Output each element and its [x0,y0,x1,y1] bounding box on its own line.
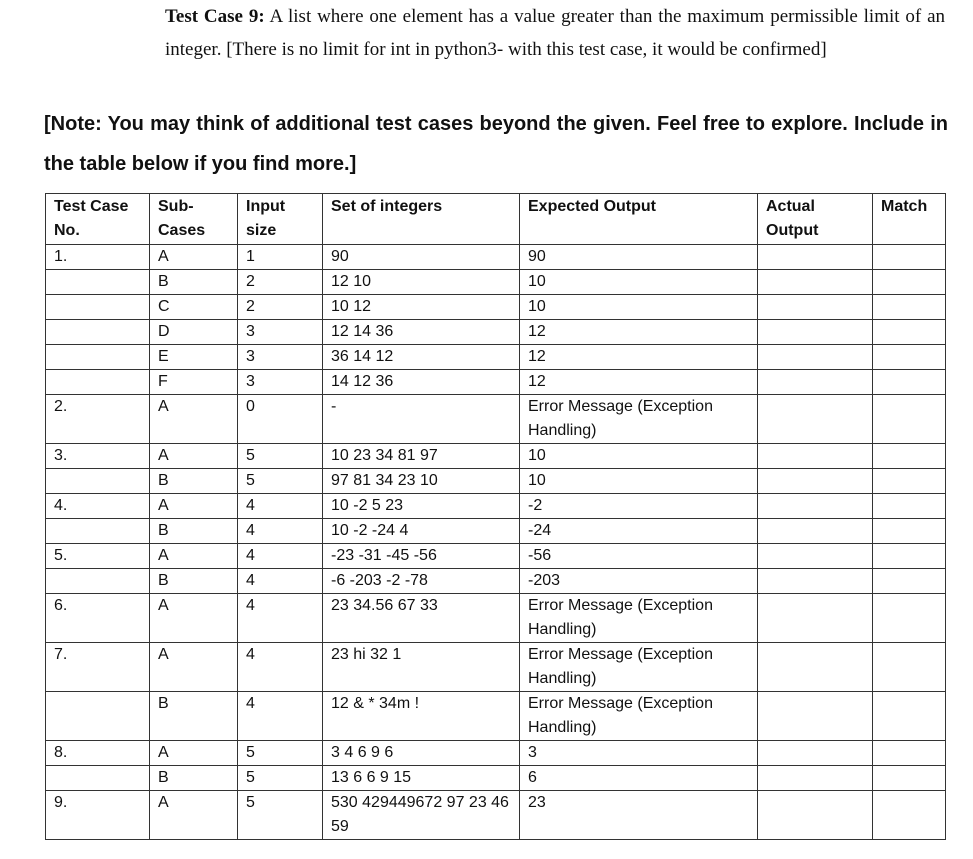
cell-test-case-no [46,692,150,741]
cell-input-size: 5 [238,469,323,494]
cell-test-case-no [46,469,150,494]
cell-input-size: 3 [238,370,323,395]
cell-match [873,594,946,643]
cell-set-of-integers: 10 -2 -24 4 [323,519,520,544]
table-row [46,444,946,469]
cell-set-of-integers: 530 429449672 97 23 46 59 [323,791,520,840]
cell-expected-output: Error Message (Exception Handling) [520,692,758,741]
cell-match [873,444,946,469]
cell-set-of-integers: -6 -203 -2 -78 [323,569,520,594]
cell-input-size: 2 [238,270,323,295]
table-header-row [46,194,946,245]
cell-sub-case: B [150,519,238,544]
cell-input-size: 5 [238,791,323,840]
cell-input-size: 5 [238,766,323,791]
cell-sub-case: C [150,295,238,320]
cell-match [873,741,946,766]
cell-sub-case: F [150,370,238,395]
cell-input-size: 4 [238,692,323,741]
cell-match [873,519,946,544]
cell-actual-output [758,494,873,519]
header-input-size: Input size [238,194,323,245]
cell-actual-output [758,741,873,766]
cell-expected-output: 10 [520,270,758,295]
cell-input-size: 3 [238,345,323,370]
cell-set-of-integers: 3 4 6 9 6 [323,741,520,766]
cell-expected-output: 12 [520,345,758,370]
cell-test-case-no: 9. [46,791,150,840]
cell-test-case-no [46,345,150,370]
header-actual-output: Actual Output [758,194,873,245]
cell-input-size: 3 [238,320,323,345]
cell-test-case-no [46,569,150,594]
cell-input-size: 2 [238,295,323,320]
cell-match [873,494,946,519]
cell-match [873,270,946,295]
cell-test-case-no: 6. [46,594,150,643]
cell-expected-output: -56 [520,544,758,569]
cell-actual-output [758,295,873,320]
cell-set-of-integers: 12 10 [323,270,520,295]
cell-match [873,469,946,494]
cell-test-case-no: 5. [46,544,150,569]
table-row [46,544,946,569]
cell-input-size: 0 [238,395,323,444]
cell-sub-case: B [150,469,238,494]
cell-input-size: 4 [238,594,323,643]
cell-expected-output: 12 [520,320,758,345]
cell-sub-case: E [150,345,238,370]
cell-actual-output [758,345,873,370]
table-row [46,643,946,692]
cell-sub-case: B [150,569,238,594]
table-row [46,370,946,395]
table-row [46,395,946,444]
table-row [46,594,946,643]
cell-sub-case: A [150,791,238,840]
cell-test-case-no: 8. [46,741,150,766]
cell-actual-output [758,544,873,569]
test-case-9-label: Test Case 9: [165,6,265,27]
cell-match [873,643,946,692]
cell-match [873,320,946,345]
cell-test-case-no [46,370,150,395]
cell-match [873,766,946,791]
cell-match [873,370,946,395]
cell-expected-output: -203 [520,569,758,594]
header-expected-output: Expected Output [520,194,758,245]
cell-match [873,245,946,270]
cell-set-of-integers: 10 12 [323,295,520,320]
cell-test-case-no: 3. [46,444,150,469]
cell-expected-output: -24 [520,519,758,544]
cell-test-case-no [46,270,150,295]
cell-input-size: 4 [238,494,323,519]
cell-input-size: 4 [238,544,323,569]
table-row [46,791,946,840]
cell-expected-output: 90 [520,245,758,270]
cell-match [873,791,946,840]
cell-match [873,544,946,569]
cell-expected-output: 10 [520,444,758,469]
cell-expected-output: Error Message (Exception Handling) [520,594,758,643]
table-row [46,345,946,370]
cell-actual-output [758,594,873,643]
cell-set-of-integers: 36 14 12 [323,345,520,370]
cell-actual-output [758,519,873,544]
cell-set-of-integers: -23 -31 -45 -56 [323,544,520,569]
cell-test-case-no [46,295,150,320]
cell-actual-output [758,569,873,594]
cell-actual-output [758,320,873,345]
table-row [46,270,946,295]
cell-sub-case: A [150,494,238,519]
cell-sub-case: A [150,544,238,569]
cell-actual-output [758,395,873,444]
cell-actual-output [758,245,873,270]
cell-actual-output [758,692,873,741]
cell-expected-output: 10 [520,295,758,320]
cell-set-of-integers: 12 14 36 [323,320,520,345]
table-row [46,295,946,320]
cell-match [873,345,946,370]
test-case-9-text: A list where one element has a value greater than the maximum permissible limit of an integer. [There is no limit for int in python3- with this test case, it would be confirmed] [165,6,945,60]
cell-actual-output [758,370,873,395]
cell-actual-output [758,791,873,840]
cell-sub-case: A [150,444,238,469]
cell-expected-output: Error Message (Exception Handling) [520,643,758,692]
table-row [46,519,946,544]
header-test-case-no: Test Case No. [46,194,150,245]
table-row [46,320,946,345]
cell-expected-output: 6 [520,766,758,791]
cell-actual-output [758,469,873,494]
cell-input-size: 5 [238,741,323,766]
table-row [46,569,946,594]
table-row [46,741,946,766]
table-row [46,692,946,741]
cell-input-size: 1 [238,245,323,270]
cell-test-case-no: 7. [46,643,150,692]
cell-test-case-no [46,320,150,345]
table-row [46,766,946,791]
note-paragraph: [Note: You may think of additional test cases beyond the given. Feel free to explore. Include in the table below if you find more.] [44,113,948,175]
test-case-table [45,193,946,840]
header-match: Match [873,194,946,245]
cell-sub-case: A [150,395,238,444]
cell-set-of-integers: 10 23 34 81 97 [323,444,520,469]
cell-match [873,569,946,594]
header-set-of-integers: Set of integers [323,194,520,245]
table-row [46,245,946,270]
cell-set-of-integers: 14 12 36 [323,370,520,395]
cell-set-of-integers: 23 hi 32 1 [323,643,520,692]
cell-set-of-integers: 12 & * 34m ! [323,692,520,741]
cell-input-size: 4 [238,643,323,692]
table-row [46,494,946,519]
cell-sub-case: A [150,741,238,766]
cell-set-of-integers: 23 34.56 67 33 [323,594,520,643]
cell-test-case-no [46,519,150,544]
cell-set-of-integers: 10 -2 5 23 [323,494,520,519]
cell-sub-case: B [150,270,238,295]
cell-set-of-integers: 13 6 6 9 15 [323,766,520,791]
cell-input-size: 5 [238,444,323,469]
cell-actual-output [758,444,873,469]
cell-sub-case: D [150,320,238,345]
cell-test-case-no: 4. [46,494,150,519]
cell-sub-case: A [150,245,238,270]
cell-sub-case: A [150,643,238,692]
cell-test-case-no: 2. [46,395,150,444]
cell-expected-output: 23 [520,791,758,840]
cell-match [873,395,946,444]
cell-sub-case: B [150,692,238,741]
cell-match [873,692,946,741]
cell-test-case-no: 1. [46,245,150,270]
cell-input-size: 4 [238,519,323,544]
cell-expected-output: -2 [520,494,758,519]
cell-sub-case: B [150,766,238,791]
cell-expected-output: 10 [520,469,758,494]
header-sub-cases: Sub-Cases [150,194,238,245]
cell-match [873,295,946,320]
cell-sub-case: A [150,594,238,643]
cell-set-of-integers: 90 [323,245,520,270]
cell-test-case-no [46,766,150,791]
cell-expected-output: 3 [520,741,758,766]
test-case-9-paragraph [165,0,945,66]
cell-input-size: 4 [238,569,323,594]
cell-actual-output [758,766,873,791]
cell-expected-output: 12 [520,370,758,395]
cell-actual-output [758,270,873,295]
cell-expected-output: Error Message (Exception Handling) [520,395,758,444]
cell-set-of-integers: - [323,395,520,444]
cell-set-of-integers: 97 81 34 23 10 [323,469,520,494]
table-row [46,469,946,494]
cell-actual-output [758,643,873,692]
